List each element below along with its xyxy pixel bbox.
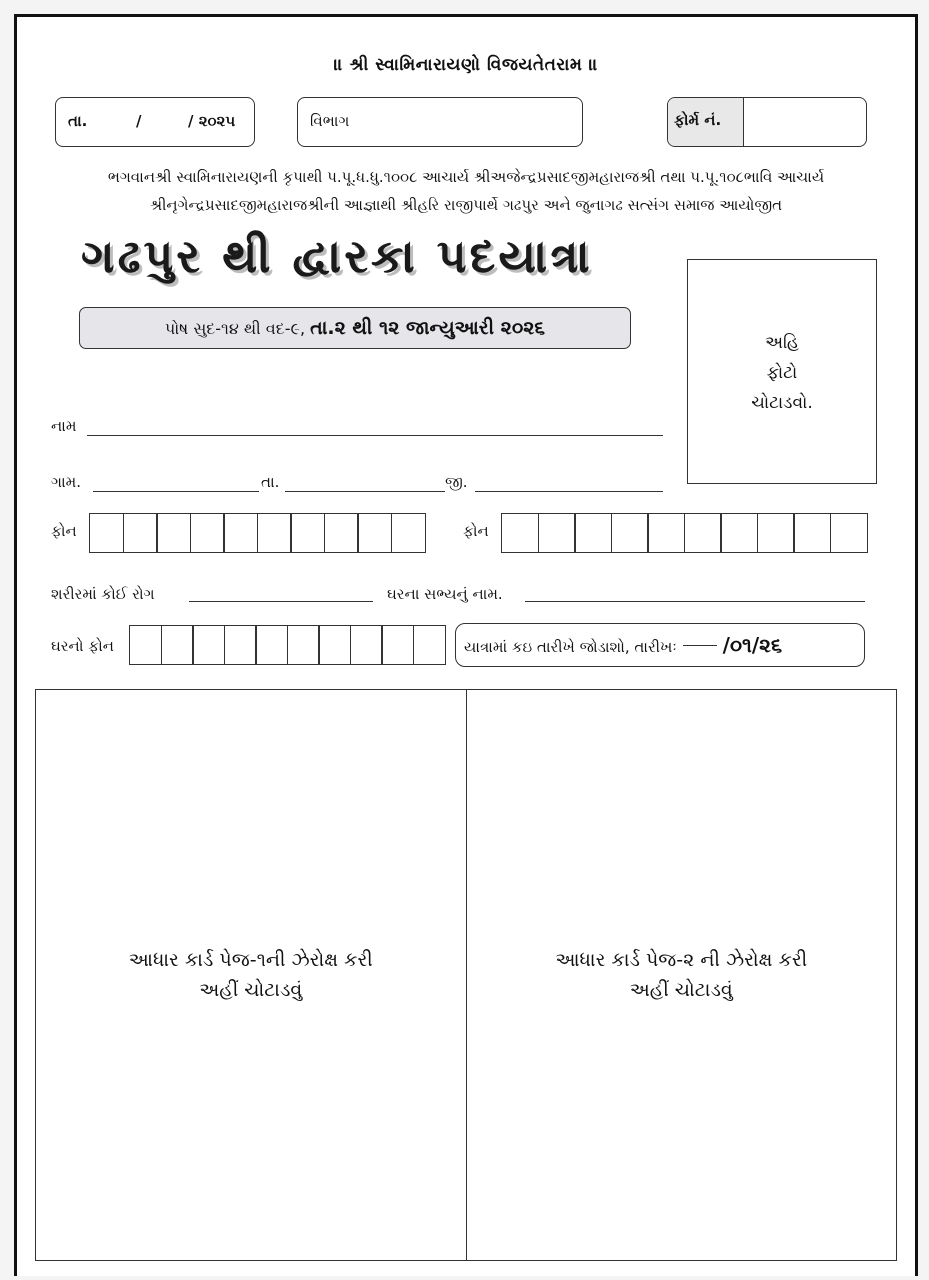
intro-line-2: શ્રીનૃગેન્દ્રપ્રસાદજીમહારાજશ્રીની આજ્ઞાથી શ્રીહરિ રાજીપાર્થે ગઢપુર અને જુનાગઢ સત્સંગ સમાજ આયોજીત: [149, 196, 783, 214]
taluka-field[interactable]: [285, 491, 445, 492]
date-label: તા.: [68, 112, 88, 130]
digit-cell[interactable]: [156, 513, 191, 553]
taluka-label: તા.: [261, 473, 280, 491]
village-label: ગામ.: [51, 473, 81, 491]
digit-cell[interactable]: [357, 513, 392, 553]
date-separator-year: / ૨૦૨૫: [188, 112, 236, 130]
registration-form-page: [14, 14, 918, 1276]
photo-box-line-1: અહિ: [765, 333, 799, 353]
digit-cell[interactable]: [413, 625, 446, 665]
home-phone-cells[interactable]: [129, 625, 446, 665]
digit-cell[interactable]: [224, 625, 257, 665]
digit-cell[interactable]: [190, 513, 225, 553]
department-label: વિભાગ: [310, 112, 350, 130]
digit-cell[interactable]: [720, 513, 758, 553]
date-box[interactable]: [55, 97, 255, 147]
digit-cell[interactable]: [89, 513, 124, 553]
phone-1-label: ફોન: [51, 522, 77, 540]
subtitle-bold: તા.૨ થી ૧૨ જાન્યુઆરી ૨૦૨૬: [310, 317, 546, 339]
district-field[interactable]: [475, 491, 663, 492]
digit-cell[interactable]: [538, 513, 576, 553]
aadhaar-page-1-box[interactable]: [36, 690, 467, 1260]
digit-cell[interactable]: [381, 625, 414, 665]
aadhaar-page-1-line-1: આધાર કાર્ડ પેજ-૧ની ઝેરોક્ષ કરી: [128, 949, 373, 971]
digit-cell[interactable]: [830, 513, 868, 553]
subtitle-box: [79, 307, 631, 349]
digit-cell[interactable]: [129, 625, 162, 665]
digit-cell[interactable]: [161, 625, 194, 665]
photo-box-line-3: ચોટાડવો.: [751, 393, 813, 413]
aadhaar-page-2-line-2: અહીં ચોટાડવું: [629, 979, 733, 1001]
family-member-label: ઘરના સભ્યનું નામ.: [387, 585, 503, 603]
department-box[interactable]: [297, 97, 583, 147]
digit-cell[interactable]: [223, 513, 258, 553]
digit-cell[interactable]: [255, 625, 288, 665]
form-number-box[interactable]: [667, 97, 867, 147]
digit-cell[interactable]: [287, 625, 320, 665]
digit-cell[interactable]: [290, 513, 325, 553]
digit-cell[interactable]: [391, 513, 426, 553]
home-phone-label: ઘરનો ફોન: [51, 637, 114, 655]
form-number-label: ફોર્મ નં.: [674, 111, 722, 129]
digit-cell[interactable]: [318, 625, 351, 665]
digit-cell[interactable]: [793, 513, 831, 553]
subtitle-plain: પોષ સુદ-૧૪ થી વદ-૯,: [164, 319, 311, 338]
phone-2-cells[interactable]: [501, 513, 868, 553]
name-label: નામ: [51, 417, 77, 435]
name-field[interactable]: [87, 435, 663, 436]
aadhaar-page-2-box[interactable]: [467, 690, 897, 1260]
digit-cell[interactable]: [257, 513, 292, 553]
aadhaar-section: [35, 689, 897, 1261]
digit-cell[interactable]: [192, 625, 225, 665]
photo-box-line-2: ફોટો: [766, 363, 798, 383]
aadhaar-page-2-line-1: આધાર કાર્ડ પેજ-૨ ની ઝેરોક્ષ કરી: [555, 949, 808, 971]
digit-cell[interactable]: [123, 513, 158, 553]
photo-box[interactable]: [687, 259, 877, 484]
digit-cell[interactable]: [757, 513, 795, 553]
join-date-box[interactable]: [455, 623, 865, 667]
aadhaar-page-1-line-2: અહીં ચોટાડવું: [199, 979, 303, 1001]
phone-2-label: ફોન: [463, 522, 489, 540]
join-date-day-field[interactable]: [683, 645, 717, 646]
disease-label: શરીરમાં કોઈ રોગ: [51, 585, 155, 603]
digit-cell[interactable]: [324, 513, 359, 553]
disease-field[interactable]: [189, 601, 373, 602]
date-separator-1: /: [136, 112, 142, 130]
main-title: ગઢપુર થી દ્વારકા પદયાત્રા: [81, 229, 593, 283]
village-field[interactable]: [93, 491, 259, 492]
join-date-suffix: /૦૧/૨૬: [722, 633, 783, 657]
family-member-field[interactable]: [525, 601, 865, 602]
digit-cell[interactable]: [611, 513, 649, 553]
digit-cell[interactable]: [684, 513, 722, 553]
invocation-header: ॥ શ્રી સ્વામિનારાયણો વિજયતેતરામ ॥: [333, 55, 599, 75]
form-number-label-cell: [668, 98, 744, 146]
join-date-label: યાત્રામાં કઇ તારીખે જોડાશો, તારીખઃ: [464, 638, 677, 656]
digit-cell[interactable]: [574, 513, 612, 553]
intro-line-1: ભગવાનશ્રી સ્વામિનારાયણની કૃપાથી પ.પૂ.ધ.ધુ.૧૦૦૮ આચાર્ય શ્રીઅજેન્દ્રપ્રસાદજીમહારાજશ્રી તથા પ.પૂ.૧૦૮ભાવિ આચાર્ય: [107, 168, 825, 186]
district-label: જી.: [445, 473, 468, 491]
digit-cell[interactable]: [647, 513, 685, 553]
digit-cell[interactable]: [350, 625, 383, 665]
digit-cell[interactable]: [501, 513, 539, 553]
phone-1-cells[interactable]: [89, 513, 426, 553]
